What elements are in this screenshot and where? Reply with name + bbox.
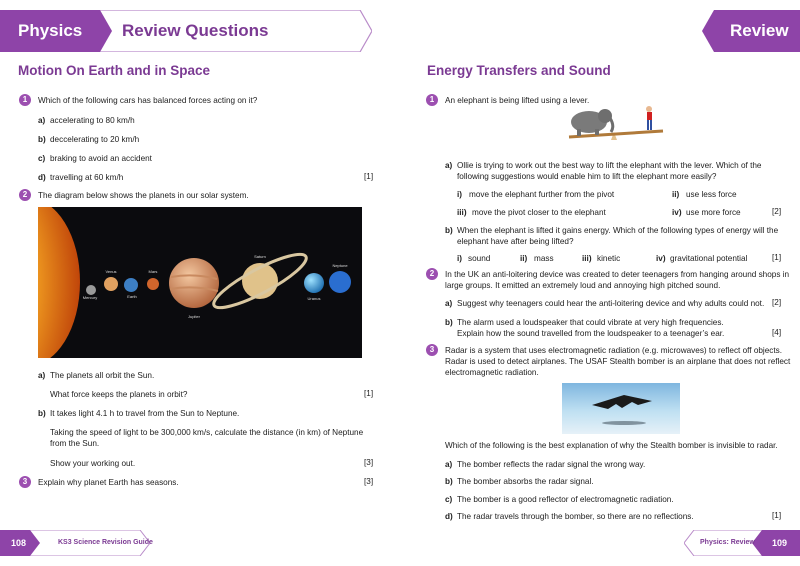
option-label: iii) xyxy=(457,208,467,217)
planet-jupiter xyxy=(169,258,219,308)
option-label: c) xyxy=(38,154,46,163)
planet-label: Jupiter xyxy=(187,314,201,319)
option-label: ii) xyxy=(520,254,528,263)
planet-label: Venus xyxy=(105,269,117,274)
subquestion-label: a) xyxy=(445,299,453,308)
footer-text: KS3 Science Revision Guide xyxy=(58,539,153,546)
subquestion-text: When the elephant is lifted it gains energy. Which of the following types of energy will the xyxy=(457,226,779,235)
mark-allocation: [1] xyxy=(364,172,374,181)
planet-uranus xyxy=(304,273,324,293)
footer-text: Physics: Review xyxy=(700,539,755,546)
subquestion-text: Explain how the sound travelled from the loudspeaker to a teenager’s ear. xyxy=(457,329,725,338)
option-text: gravitational potential xyxy=(670,254,748,263)
planet-earth xyxy=(124,278,138,292)
subquestion-label: b) xyxy=(38,409,46,418)
subquestion-label: b) xyxy=(445,318,453,327)
planet-label: Earth xyxy=(127,294,137,299)
mark-allocation: [1] xyxy=(772,253,782,262)
planet-mars xyxy=(147,278,159,290)
option-label: d) xyxy=(445,512,453,521)
option-text: deccelerating to 20 km/h xyxy=(50,135,140,144)
question-text: In the UK an anti-loitering device was created to deter teenagers from hanging around shops in xyxy=(445,270,790,279)
mark-allocation: [2] xyxy=(772,207,782,216)
subquestion-text: Suggest why teenagers could hear the anti-loitering device and why adults could not. xyxy=(457,299,765,308)
mark-allocation: [3] xyxy=(364,458,374,467)
option-label: b) xyxy=(38,135,46,144)
question-number: 3 xyxy=(426,344,438,356)
planet-label: Saturn xyxy=(254,254,266,259)
option-text: accelerating to 80 km/h xyxy=(50,116,135,125)
person-shape xyxy=(646,106,652,112)
option-label: b) xyxy=(445,477,453,486)
question-text: Radar is a system that uses electromagnetic radiation (e.g. microwaves) to reflect off objects. xyxy=(445,346,783,355)
option-text: braking to avoid an accident xyxy=(50,154,152,163)
subquestion-text: The alarm used a loudspeaker that could vibrate at very high frequencies. xyxy=(457,318,724,327)
option-label: a) xyxy=(445,460,453,469)
option-text: The bomber is a good reflector of electromagnetic radiation. xyxy=(457,495,674,504)
question-text: Which of the following is the best explanation of why the Stealth bomber is invisible to radar. xyxy=(445,441,778,450)
section-title-motion: Motion On Earth and in Space xyxy=(18,63,211,78)
planet-label: Neptune xyxy=(332,263,348,268)
option-label: i) xyxy=(457,254,463,263)
mark-allocation: [1] xyxy=(364,389,374,398)
question-text: Radar is used to detect airplanes. The USAF Stealth bomber is an airplane that does not reflect xyxy=(445,357,791,366)
question-text: Explain why planet Earth has seasons. xyxy=(38,478,179,487)
mark-allocation: [2] xyxy=(772,298,782,307)
option-label: a) xyxy=(38,116,46,125)
option-label: iv) xyxy=(672,208,682,217)
question-number: 3 xyxy=(19,476,31,488)
option-text: The bomber reflects the radar signal the wrong way. xyxy=(457,460,646,469)
question-number: 1 xyxy=(426,94,438,106)
question-text: An elephant is being lifted using a lever. xyxy=(445,96,590,105)
option-text: The radar travels through the bomber, so there are no reflections. xyxy=(457,512,694,521)
option-text: mass xyxy=(534,254,554,263)
subquestion-text: The planets all orbit the Sun. xyxy=(50,371,155,380)
page-title: Review Questions xyxy=(122,21,269,40)
option-text: travelling at 60 km/h xyxy=(50,173,124,182)
subquestion-text: Ollie is trying to work out the best way to lift the elephant with the lever. Which of the xyxy=(457,161,762,170)
option-label: iv) xyxy=(656,254,666,263)
question-text: electromagnetic radiation. xyxy=(445,368,539,377)
subquestion-text: Taking the speed of light to be 300,000 km/s, calculate the distance (in km) of Neptune xyxy=(50,428,364,437)
subquestion-label: a) xyxy=(445,161,453,170)
planet-mercury xyxy=(86,285,96,295)
subquestion-label: b) xyxy=(445,226,453,235)
page-number: 109 xyxy=(772,538,788,548)
planet-label: Uranus xyxy=(307,296,321,301)
planet-label: Mercury xyxy=(82,295,98,300)
question-text: The diagram below shows the planets in our solar system. xyxy=(38,191,249,200)
planet-neptune xyxy=(329,271,351,293)
option-text: use more force xyxy=(686,208,741,217)
option-text: The bomber absorbs the radar signal. xyxy=(457,477,594,486)
subquestion-text: elephant have after being lifted? xyxy=(457,237,574,246)
option-label: iii) xyxy=(582,254,592,263)
mark-allocation: [1] xyxy=(772,511,782,520)
option-label: i) xyxy=(457,190,463,199)
planet-label: Mars xyxy=(148,269,158,274)
subquestion-label: a) xyxy=(38,371,46,380)
option-text: sound xyxy=(468,254,491,263)
option-label: c) xyxy=(445,495,453,504)
mark-allocation: [3] xyxy=(364,477,374,486)
subquestion-text: following suggestions would enable him to lift the elephant more easily? xyxy=(457,172,717,181)
page-number: 108 xyxy=(11,538,27,548)
option-label: d) xyxy=(38,173,46,182)
option-label: ii) xyxy=(672,190,680,199)
option-text: move the pivot closer to the elephant xyxy=(472,208,606,217)
option-text: kinetic xyxy=(597,254,621,263)
subquestion-text: from the Sun. xyxy=(50,439,100,448)
option-text: move the elephant further from the pivot xyxy=(469,190,615,199)
option-text: use less force xyxy=(686,190,737,199)
subquestion-text: Show your working out. xyxy=(50,459,136,468)
mark-allocation: [4] xyxy=(772,328,782,337)
subquestion-text: What force keeps the planets in orbit? xyxy=(50,390,188,399)
question-number: 2 xyxy=(19,189,31,201)
question-number: 1 xyxy=(19,94,31,106)
subquestion-text: It takes light 4.1 h to travel from the Sun to Neptune. xyxy=(50,409,240,418)
stealth-bomber-image xyxy=(562,383,680,434)
elephant-lever-image xyxy=(565,104,667,154)
right-tab-label: Review xyxy=(730,21,789,40)
left-tab-label: Physics xyxy=(18,21,83,40)
section-title-energy: Energy Transfers and Sound xyxy=(427,63,611,78)
planet-venus xyxy=(104,277,118,291)
question-text: large groups. It emitted an extremely loud and annoying high pitched sound. xyxy=(445,281,721,290)
solar-system-image xyxy=(38,207,362,358)
question-number: 2 xyxy=(426,268,438,280)
question-text: Which of the following cars has balanced forces acting on it? xyxy=(38,96,258,105)
